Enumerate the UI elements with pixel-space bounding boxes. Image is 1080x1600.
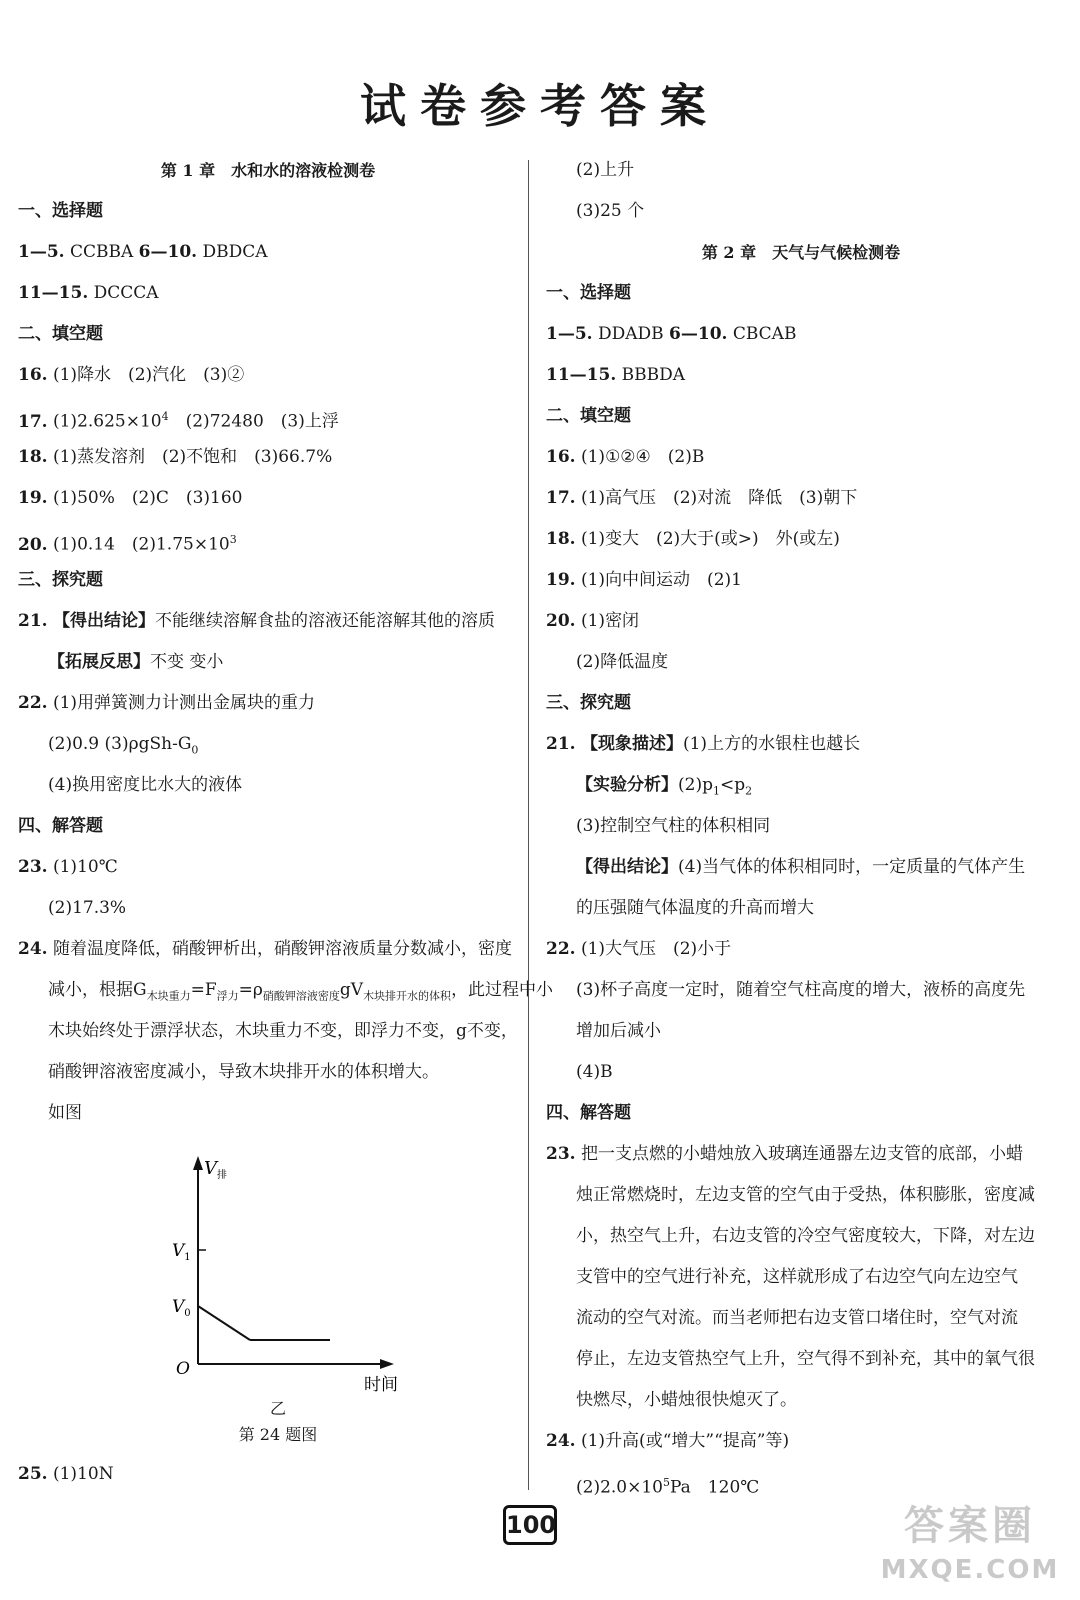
v0-label: $V_0$	[172, 1297, 191, 1319]
answer-row: (2)上升	[576, 160, 635, 180]
section-heading: 二、填空题	[546, 406, 631, 426]
answer-row: 18. (1)蒸发溶剂 (2)不饱和 (3)66.7%	[18, 447, 333, 467]
answer-row: (2)0.9 $(3)\rho gSh-G_0$	[48, 734, 199, 757]
section-heading: 四、解答题	[18, 816, 103, 836]
figure-24	[18, 1134, 518, 1454]
answer-row: (2)降低温度	[576, 652, 669, 672]
left-column	[18, 150, 554, 1495]
page-number: 100	[503, 1505, 557, 1545]
answer-row: 20. (1)0.14 $(2)1.75\times 10^3$	[18, 533, 237, 555]
answer-row: 16. (1)降水 (2)汽化 (3)②	[18, 365, 245, 385]
section-heading: 一、选择题	[546, 283, 631, 303]
answer-row: 20. (1)密闭	[546, 611, 640, 631]
answer-row: 【得出结论】(4)当气体的体积相同时，一定质量的气体产生	[576, 857, 1026, 877]
answer-row: 支管中的空气进行补充，这样就形成了右边空气向左边空气	[576, 1267, 1018, 1287]
answer-row: 木块始终处于漂浮状态，木块重力不变，即浮力不变，g不变，	[48, 1021, 518, 1041]
column-divider	[528, 160, 529, 1490]
answer-row: 25. (1)10N	[18, 1464, 114, 1484]
answer-row: 如图	[48, 1103, 82, 1123]
answer-row: 1—5. DDADB 6—10. CBCAB	[546, 324, 797, 344]
y-axis-arrow	[193, 1156, 203, 1170]
answer-row: 24. (1)升高(或“增大”“提高”等)	[546, 1431, 790, 1451]
answer-row: 烛正常燃烧时，左边支管的空气由于受热，体积膨胀，密度减	[576, 1185, 1035, 1205]
answer-row: 23. (1)10℃	[18, 857, 118, 877]
answer-row: 22. (1)大气压 (2)小于	[546, 939, 732, 959]
answer-row: 1—5. CCBBA 6—10. DBDCA	[18, 242, 268, 262]
section-heading: 三、探究题	[18, 570, 103, 590]
answer-row: 23. 把一支点燃的小蜡烛放入玻璃连通器左边支管的底部，小蜡	[546, 1144, 1023, 1164]
answer-row: 24. 随着温度降低，硝酸钾析出，硝酸钾溶液质量分数减小，密度	[18, 939, 512, 959]
answer-row: (4)B	[576, 1062, 613, 1082]
section-heading: 一、选择题	[18, 201, 103, 221]
volume-time-graph	[158, 1144, 418, 1404]
answer-row: (2)17.3%	[48, 898, 127, 918]
answer-row: 17. (1)高气压 (2)对流 降低 (3)朝下	[546, 488, 858, 508]
answer-row: 流动的空气对流。而当老师把右边支管口堵住时，空气对流	[576, 1308, 1018, 1328]
answer-row: 【实验分析】$(2)p_1<p_2$	[576, 775, 753, 798]
section-heading: 二、填空题	[18, 324, 103, 344]
answer-row: 的压强随气体温度的升高而增大	[576, 898, 814, 918]
answer-row: (3)杯子高度一定时，随着空气柱高度的增大，液桥的高度先	[576, 980, 1026, 1000]
figure-caption: 第 24 题图	[238, 1425, 318, 1444]
answer-row: 硝酸钾溶液密度减小，导致木块排开水的体积增大。	[48, 1062, 439, 1082]
answer-row: 22. (1)用弹簧测力计测出金属块的重力	[18, 693, 316, 713]
y-axis-label: $V_排$	[204, 1158, 227, 1181]
origin-label: O	[176, 1359, 190, 1379]
graph-line-decreasing	[198, 1306, 250, 1340]
answer-row: 21. 【得出结论】不能继续溶解食盐的溶液还能溶解其他的溶质	[18, 611, 495, 631]
answer-row: $(2)2.0\times 10^5Pa$ 120℃	[576, 1476, 760, 1498]
answer-row: 【拓展反思】不变 变小	[48, 652, 224, 672]
page-title: 试卷参考答案	[360, 79, 720, 133]
answer-row: 减小，根据$G_{木块重力}=F_{浮力}=\rho_{硝酸钾溶液密度}gV_{木块排开水的体积}$，此过程中小	[48, 980, 554, 1003]
answer-row: 19. (1)50% (2)C (3)160	[18, 488, 243, 508]
answer-row: (3)25 个	[576, 201, 645, 221]
x-axis-label: 时间	[364, 1375, 398, 1395]
section-heading: 四、解答题	[546, 1103, 631, 1123]
v1-label: $V_1$	[172, 1241, 191, 1263]
answer-row: 16. (1)①②④ (2)B	[546, 447, 705, 467]
x-axis-arrow	[380, 1359, 394, 1369]
answer-row: 18. (1)变大 (2)大于(或>) 外(或左)	[546, 529, 840, 549]
watermark-logo: 答案圈 MXQE.COM	[880, 1503, 1060, 1585]
answer-row: 21. 【现象描述】(1)上方的水银柱也越长	[546, 734, 861, 754]
figure-label: 乙	[269, 1399, 286, 1418]
answer-row: 小，热空气上升，右边支管的冷空气密度较大，下降，对左边	[576, 1226, 1035, 1246]
answer-row: (3)控制空气柱的体积相同	[576, 816, 771, 836]
answer-row: 停止，左边支管热空气上升，空气得不到补充，其中的氧气很	[576, 1349, 1035, 1369]
right-column	[546, 150, 1056, 1503]
chapter-2-title: 第 2 章 天气与气候检测卷	[701, 243, 901, 262]
answer-row: 增加后减小	[576, 1021, 661, 1041]
answer-row: 19. (1)向中间运动 (2)1	[546, 570, 742, 590]
answer-row: 11—15. DCCCA	[18, 283, 159, 303]
answer-row: 11—15. BBBDA	[546, 365, 686, 385]
section-heading: 三、探究题	[546, 693, 631, 713]
answer-row: 快燃尽，小蜡烛很快熄灭了。	[576, 1390, 797, 1410]
answer-row: 17. $(1)2.625\times 10^4$ (2)72480 (3)上浮	[18, 410, 339, 432]
chapter-1-title: 第 1 章 水和水的溶液检测卷	[160, 161, 376, 180]
answer-row: (4)换用密度比水大的液体	[48, 775, 243, 795]
